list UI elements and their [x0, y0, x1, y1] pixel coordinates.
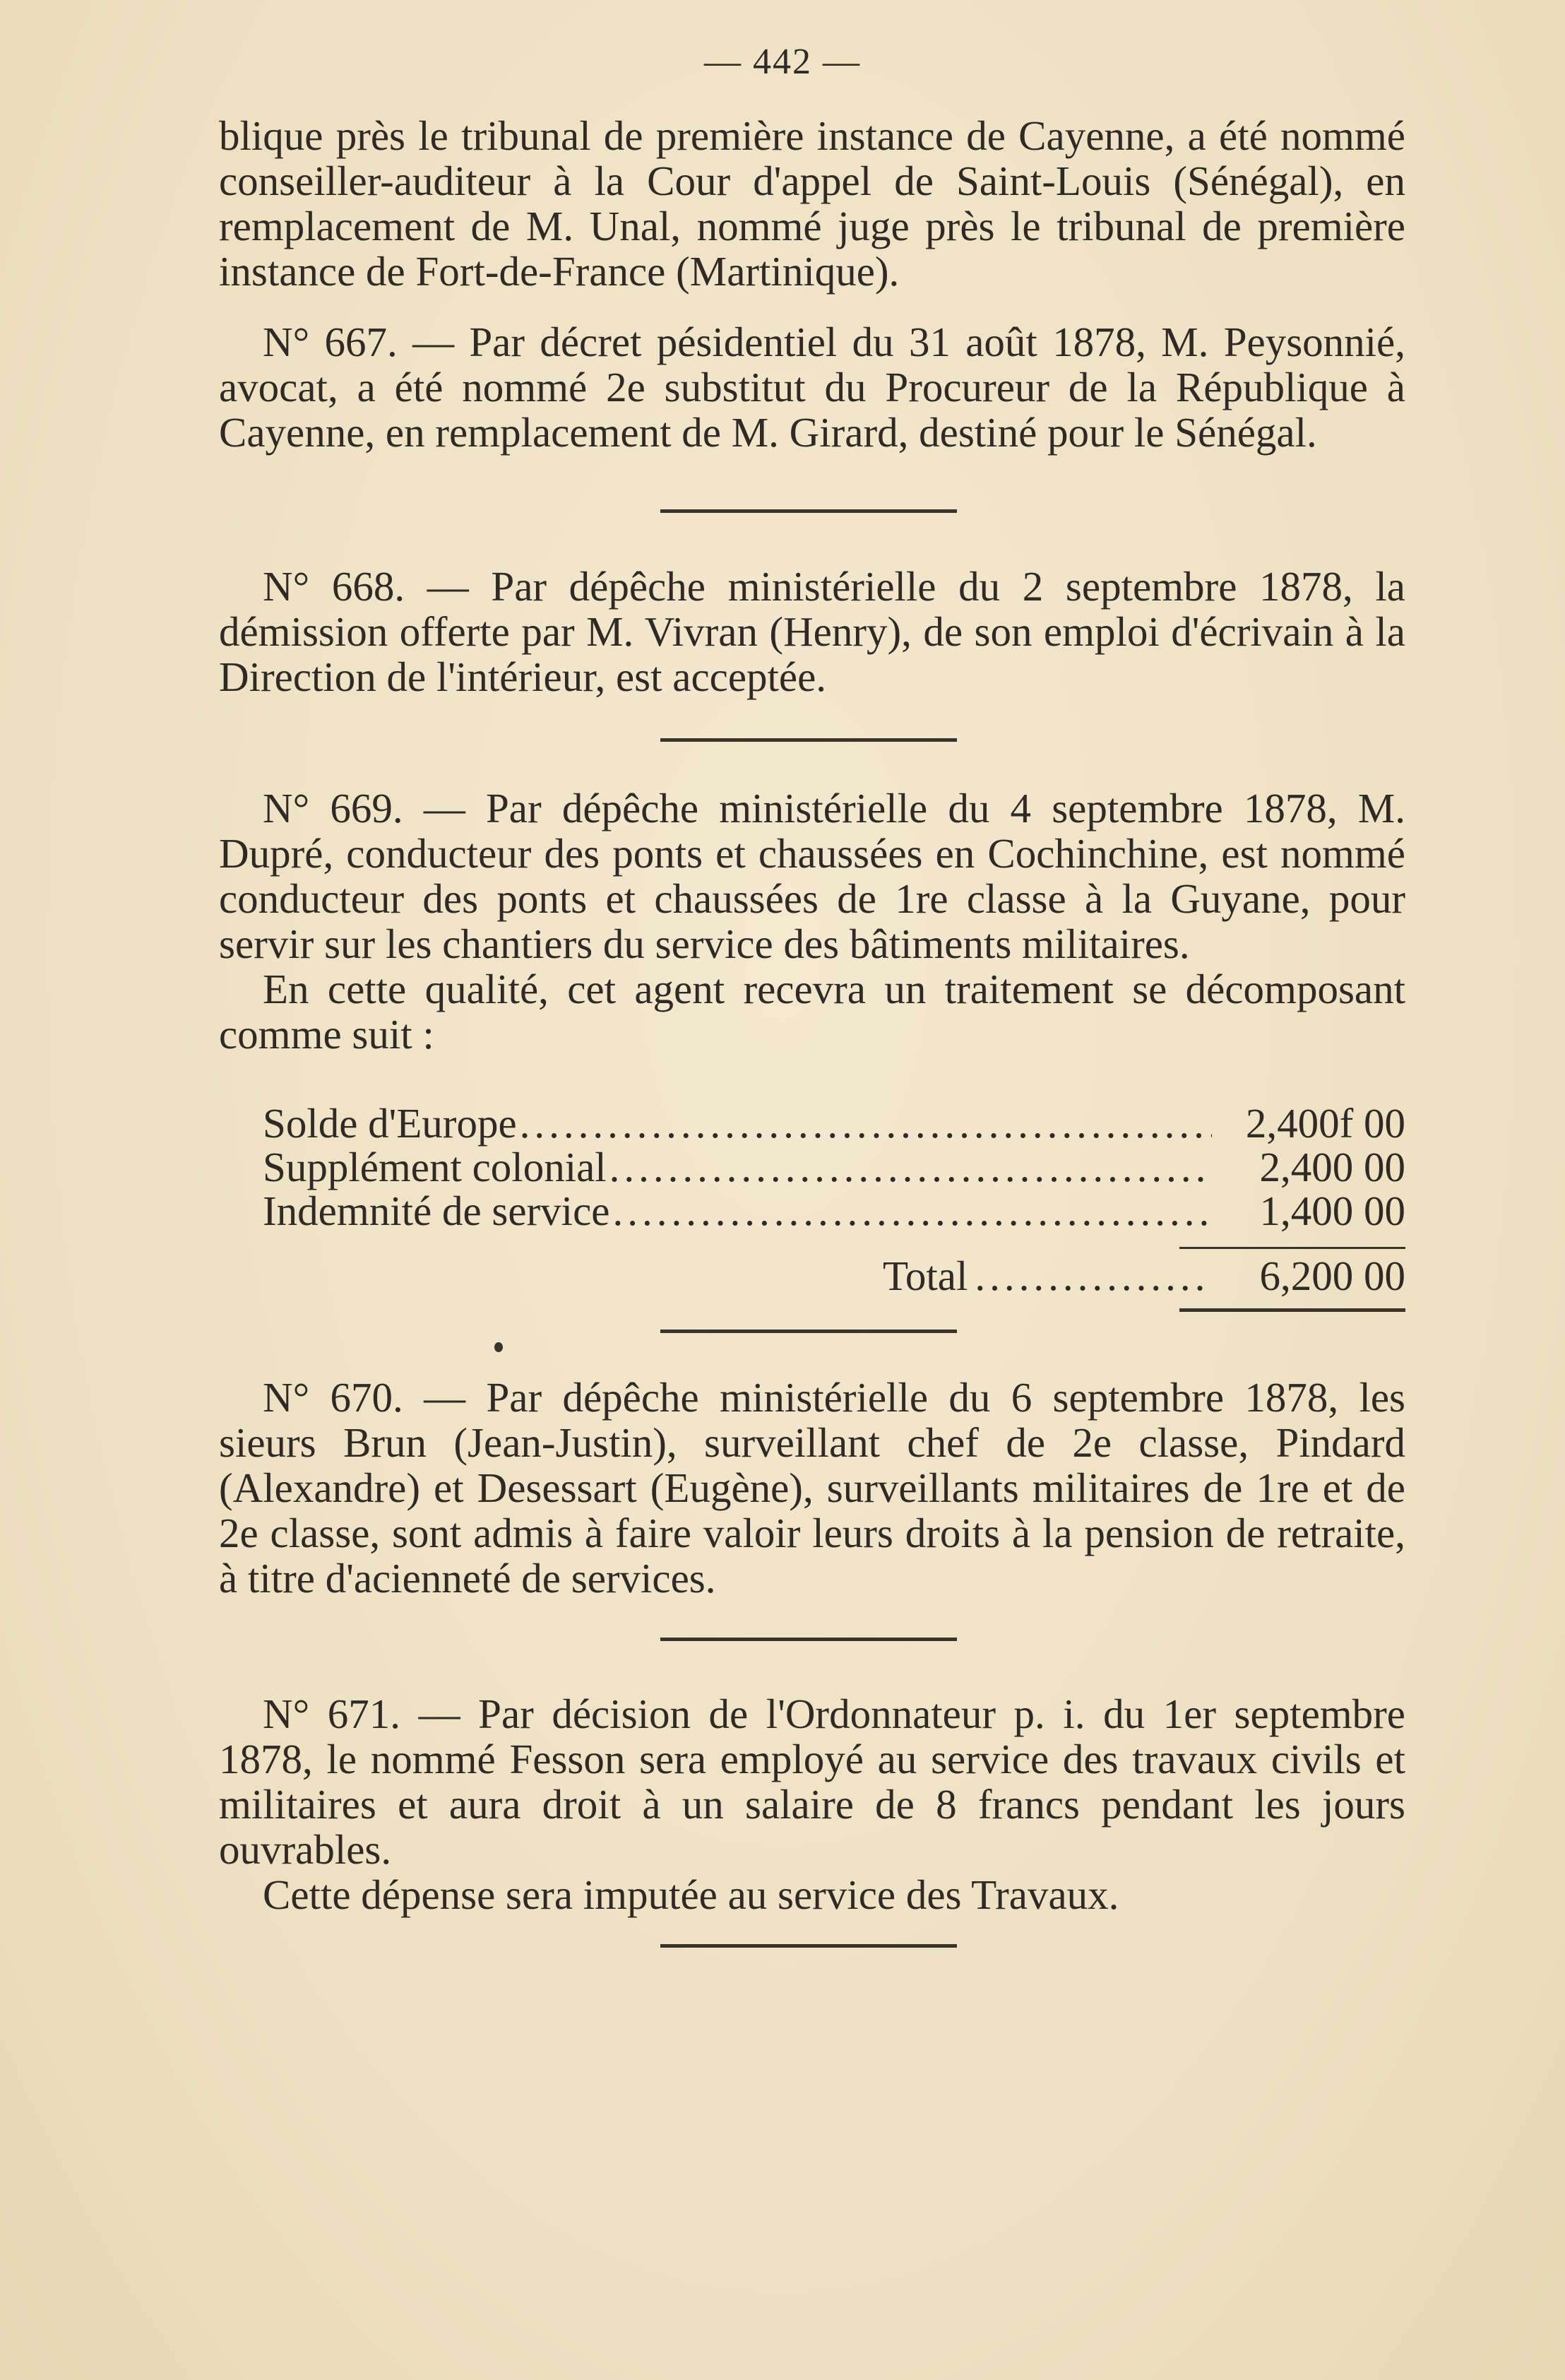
salary-label: Supplément colonial	[263, 1144, 607, 1190]
entry-671	[219, 1691, 1405, 1917]
entry-671-text: N° 671. — Par décision de l'Ordonnateur p. i. du 1er septembre 1878, le nommé Fesson sera employé au service des travaux civils et militaires et aura droit à un salaire de 8 francs pendant les jours ouvrables.	[219, 1691, 1405, 1873]
total-label: Total	[883, 1253, 968, 1299]
separator-rule	[660, 738, 957, 742]
total-double-rule	[1179, 1308, 1405, 1312]
separator-rule	[660, 1638, 957, 1641]
entry-671-text2: Cette dépense sera imputée au service des Travaux.	[263, 1871, 1119, 1918]
intro-text: blique près le tribunal de première instance de Cayenne, a été nommé conseiller-auditeur à la Cour d'appel de Saint-Louis (Sénégal), en remplacement de M. Unal, nommé juge près le tribunal de première instance de Fort-de-France (Martinique).	[219, 112, 1405, 295]
salary-amount: 1,400 00	[1259, 1188, 1405, 1234]
separator-rule	[660, 1944, 957, 1948]
dot-leader	[975, 1252, 1212, 1301]
salary-row	[263, 1100, 1405, 1147]
dot-leader	[612, 1188, 1212, 1233]
separator-rule	[660, 509, 957, 513]
separator-rule	[660, 1330, 957, 1333]
entry-670-text: N° 670. — Par dépêche ministérielle du 6 septembre 1878, les sieurs Brun (Jean-Justin), surveillant chef de 2e classe, Pindard (Alexandre) et Desessart (Eugène), surveillants militaires de 1re et de 2e classe, sont admis à faire valoir leurs droits à la pension de retraite, à titre d'aciennеté de services.	[219, 1374, 1405, 1602]
salary-row	[263, 1188, 1405, 1232]
total-amount: 6,200 00	[1259, 1253, 1405, 1299]
salary-row	[263, 1144, 1405, 1188]
salary-label: Indemnité de service	[263, 1188, 610, 1234]
entry-668	[219, 564, 1405, 699]
ink-speck	[494, 1342, 503, 1352]
entry-668-text: N° 668. — Par dépêche ministérielle du 2 septembre 1878, la démission offerte par M. Vivran (Henry), de son emploi d'écrivain à la Direction de l'intérieur, est acceptée.	[219, 563, 1405, 700]
entry-669-text: N° 669. — Par dépêche ministérielle du 4 septembre 1878, M. Dupré, conducteur des ponts et chaussées en Cochinchine, est nommé conducteur des ponts et chaussées de 1re classe à la Guyane, pour servir sur les chantiers du service des bâtiments militaires.	[219, 785, 1405, 967]
salary-table	[263, 1101, 1405, 1232]
intro-paragraph	[219, 113, 1405, 294]
total-rule	[1179, 1247, 1405, 1249]
page-number: — 442 —	[704, 42, 861, 82]
entry-667	[219, 319, 1405, 455]
salary-amount: 2,400f 00	[1245, 1100, 1405, 1147]
entry-669-text2: En cette qualité, cet agent recevra un traitement se décomposant comme suit :	[219, 966, 1405, 1058]
dot-leader	[520, 1101, 1212, 1146]
entry-669	[219, 786, 1405, 1057]
entry-670	[219, 1375, 1405, 1601]
salary-label: Solde d'Europe	[263, 1100, 517, 1147]
entry-667-text: N° 667. — Par décret pésidentiel du 31 août 1878, M. Peysonnié, avocat, a été nommé 2e substitut du Procureur de la République à Cayenne, en remplacement de M. Girard, destiné pour le Sénégal.	[219, 319, 1405, 456]
total-row	[883, 1252, 1405, 1301]
salary-amount: 2,400 00	[1259, 1144, 1405, 1190]
dot-leader	[609, 1144, 1212, 1190]
